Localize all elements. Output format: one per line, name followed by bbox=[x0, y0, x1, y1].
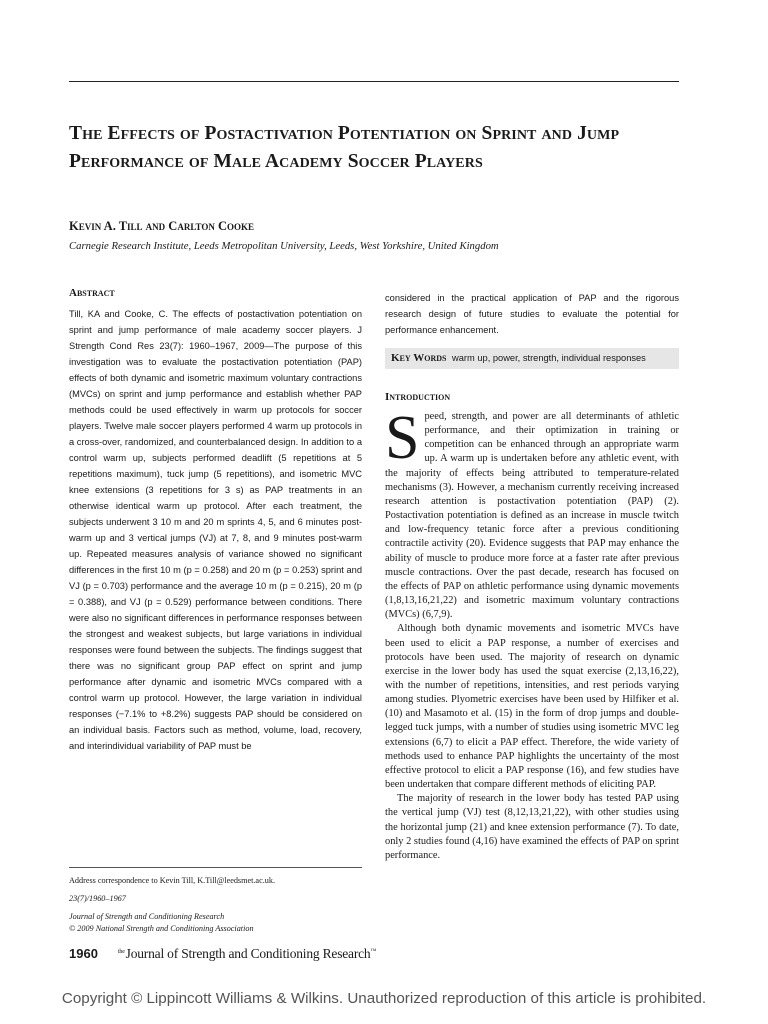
page-number: 1960 bbox=[69, 946, 98, 961]
left-column bbox=[69, 287, 362, 754]
keywords-text: warm up, power, strength, individual responses bbox=[452, 353, 646, 363]
article-title: The Effects of Postactivation Potentiation on Sprint and Jump Performance of Male Academy Soccer Players bbox=[69, 123, 620, 172]
abstract-heading: Abstract bbox=[69, 287, 115, 299]
article-authors: Kevin A. Till and Carlton Cooke bbox=[69, 219, 255, 233]
abstract-text: Till, KA and Cooke, C. The effects of postactivation potentiation on sprint and jump performance of male academy soccer players. J Strength Cond Res 23(7): 1960–1967, 2009—The purpose of this investigation was to evaluate the postactivation potentiation (PAP) effects of both dynamic and isometric maximum voluntary contractions (MVCs) on sprint and jump performance and establish whether PAP methods could be used effectively in warm up protocols for soccer players. Twelve male soccer players performed 4 warm up protocols in a cross-over, randomized, and counterbalanced design. In addition to a control warm up, subjects performed deadlift (5 repetitions at 5 repetitions maximum), tuck jump (5 repetitions), and isometric MVC knee extensions (3 repetitions for 3 s) as PAP treatments in an otherwise identical warm up protocol. After each treatment, the subjects underwent 3 10 m and 20 m sprints 4, 5, and 6 minutes post-warm up and 3 vertical jumps (VJ) at 7, 8, and 9 minutes post-warm up. Repeated measures analysis of variance showed no significant differences in the first 10 m (p = 0.258) and 20 m (p = 0.253) sprint and VJ (p = 0.703) performance and the average 10 m (p = 0.215), 20 m (p = 0.388), and VJ (p = 0.529) performance between conditions. There were also no significant differences in performance responses between the strongest and weakest subjects, but large variations in individual responses were found between the subjects. The findings suggest that there was no significant group PAP effect on sprint and jump performance after dynamic and isometric MVCs compared with a control warm up protocol. However, the large variation in individual responses (−7.1% to +8.2%) suggests PAP should be considered on an individual basis. Factors such as method, volume, load, recovery, and interindividual variability of PAP must be bbox=[69, 309, 362, 751]
footnote-rule bbox=[69, 867, 362, 868]
intro-paragraph-1 bbox=[385, 404, 679, 622]
right-column bbox=[385, 290, 679, 863]
copyright-watermark: Copyright © Lippincott Williams & Wilkins. Unauthorized reproduction of this article is prohibited. bbox=[61, 990, 707, 1007]
page-footer bbox=[69, 946, 469, 962]
intro-paragraph-1-text: peed, strength, and power are all determinants of athletic performance, and their optimization in training or competition can be enhanced through an appropriate warm up. A warm up is undertaken before any athletic event, with the majority of effects being attributed to temperature-related mechanisms (3). However, a mechanism currently receiving increased research attention is postactivation potentiation (PAP) (2). Postactivation potentiation is defined as an increase in muscle twitch and low-frequency tetanic force after a previous conditioning contractile activity (20). Evidence suggests that PAP may enhance the ability of muscle to produce more force at a faster rate after previous muscle contractions. Over the past decade, research has focused on the effects of PAP on athletic performance using dynamic movements (1,8,13,16,21,22) and isometric maximum voluntary contractions (MVCs) (6,7,9). bbox=[385, 411, 679, 621]
copyright-note: © 2009 National Strength and Conditioning Association bbox=[69, 924, 254, 933]
introduction-heading: Introduction bbox=[385, 391, 451, 403]
keywords-label: Key Words bbox=[391, 352, 447, 364]
footnotes bbox=[69, 875, 362, 935]
abstract-continuation: considered in the practical application of PAP and the rigorous research design of future studies to evaluate the potential for performance enhancement. bbox=[385, 293, 679, 335]
journal-note: Journal of Strength and Conditioning Research bbox=[69, 912, 225, 921]
correspondence-note: Address correspondence to Kevin Till, K.Till@leedsmet.ac.uk. bbox=[69, 876, 275, 885]
journal-prefix: the bbox=[117, 948, 125, 955]
header-rule bbox=[69, 81, 679, 82]
intro-paragraph-3: The majority of research in the lower body has tested PAP using the vertical jump (VJ) test (8,12,13,21,22), with other studies using the horizontal jump (21) and knee extension performance (7). To date, only 2 studies found (4,16) have examined the effects of PAP on sprint performance. bbox=[385, 793, 679, 861]
citation-note: 23(7)/1960–1967 bbox=[69, 894, 126, 903]
article-affiliation: Carnegie Research Institute, Leeds Metropolitan University, Leeds, West Yorkshire, United Kingdom bbox=[69, 240, 499, 252]
drop-cap: S bbox=[385, 404, 420, 472]
intro-paragraph-2: Although both dynamic movements and isometric MVCs have been used to elicit a PAP response, a number of exercises and protocols have been used. The majority of research on dynamic exercise in the lower body has used the squat exercise (2,13,16,22), with the number of repetitions, intensities, and rest periods varying among studies. Plyometric exercises have been used by Hilfiker et al. (10) and Masamoto et al. (15) in the form of drop jumps and double-legged tuck jumps, with a number of studies using isometric MVC leg extensions (6,7) to elicit a PAP effect. Therefore, the wide variety of methods used to enhance PAP highlights the uncertainty of the most effective protocol to elicit a PAP response (16), and few studies have been undertaken that compare different methods of eliciting PAP. bbox=[385, 623, 679, 791]
keywords-box bbox=[385, 348, 679, 369]
journal-footer: $^{the}$Journal of Strength and Conditioning Research™ bbox=[117, 946, 377, 961]
journal-footer-name: Journal of Strength and Conditioning Research bbox=[125, 946, 371, 961]
